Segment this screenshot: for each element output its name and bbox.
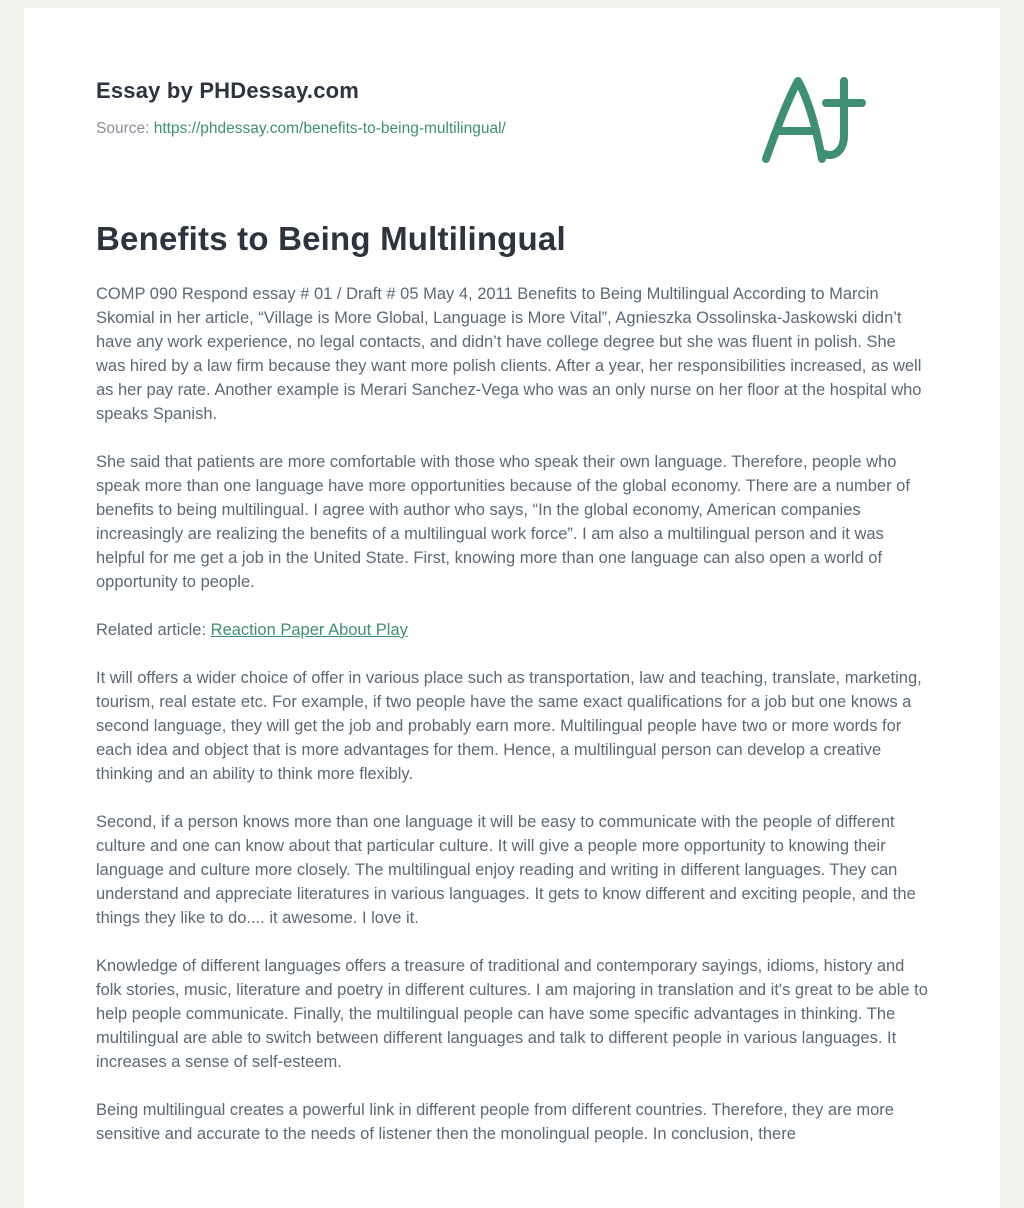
essay-card — [24, 8, 1000, 1208]
brand-title: Essay by PHDessay.com — [96, 78, 360, 103]
essay-paragraph: Second, if a person knows more than one language it will be easy to communicate with the people of different culture and one can know about that particular culture. It will give a people more opportunity to knowing their language and culture more closely. The multilingual enjoy reading and writing in different languages. They can understand and appreciate literatures in various languages. It gets to know different and exciting people, and the things they like to do.... it awesome. I love it. — [96, 813, 916, 927]
related-article-link[interactable]: Reaction Paper About Play — [210, 621, 408, 639]
page-title: Benefits to Being Multilingual — [96, 220, 566, 257]
phdessay-logo-icon — [758, 73, 868, 165]
essay-paragraph: COMP 090 Respond essay # 01 / Draft # 05 May 4, 2011 Benefits to Being Multilingual According to Marcin Skomial in her article, “Village is More Global, Language is More Vital”, Agnieszka Ossolinska-Jaskowski didn’t have any work experience, no legal contacts, and didn’t have college degree but she was fluent in polish. She was hired by a law firm because they want more polish clients. After a year, her responsibilities increased, as well as her pay rate. Another example is Merari Sanchez-Vega who was an only nurse on her floor at the hospital who speaks Spanish. — [96, 285, 922, 423]
essay-paragraph: Knowledge of different languages offers a treasure of traditional and contemporary sayings, idioms, history and folk stories, music, literature and poetry in different cultures. I am majoring in translation and it's great to be able to help people communicate. Finally, the multilingual people can have some specific advantages in thinking. The multilingual are able to switch between different languages and talk to different people in various languages. It increases a sense of self-esteem. — [96, 957, 928, 1071]
page-header — [96, 78, 928, 138]
essay-paragraph: She said that patients are more comfortable with those who speak their own language. Therefore, people who speak more than one language have more opportunities because of the global economy. There are a number of benefits to being multilingual. I agree with author who says, “In the global economy, American companies increasingly are realizing the benefits of a multilingual work force”. I am also a multilingual person and it was helpful for me get a job in the United State. First, knowing more than one language can also open a world of opportunity to people. — [96, 453, 910, 591]
source-url-link[interactable]: https://phdessay.com/benefits-to-being-multilingual/ — [153, 120, 506, 137]
essay-paragraph: Being multilingual creates a powerful link in different people from different countries. Therefore, they are more sensitive and accurate to the needs of listener then the monolingual people. In conclusion, there — [96, 1101, 894, 1143]
related-article-line — [96, 618, 928, 642]
essay-paragraph: It will offers a wider choice of offer in various place such as transportation, law and teaching, translate, marketing, tourism, real estate etc. For example, if two people have the same exact qualifications for a job but one knows a second language, they will get the job and probably earn more. Multilingual people have two or more words for each idea and object that is more advantages for them. Hence, a multilingual person can develop a creative thinking and an ability to think more flexibly. — [96, 669, 922, 783]
related-article-label: Related article: — [96, 621, 207, 639]
source-label: Source: — [96, 120, 150, 137]
essay-body — [96, 282, 928, 1146]
